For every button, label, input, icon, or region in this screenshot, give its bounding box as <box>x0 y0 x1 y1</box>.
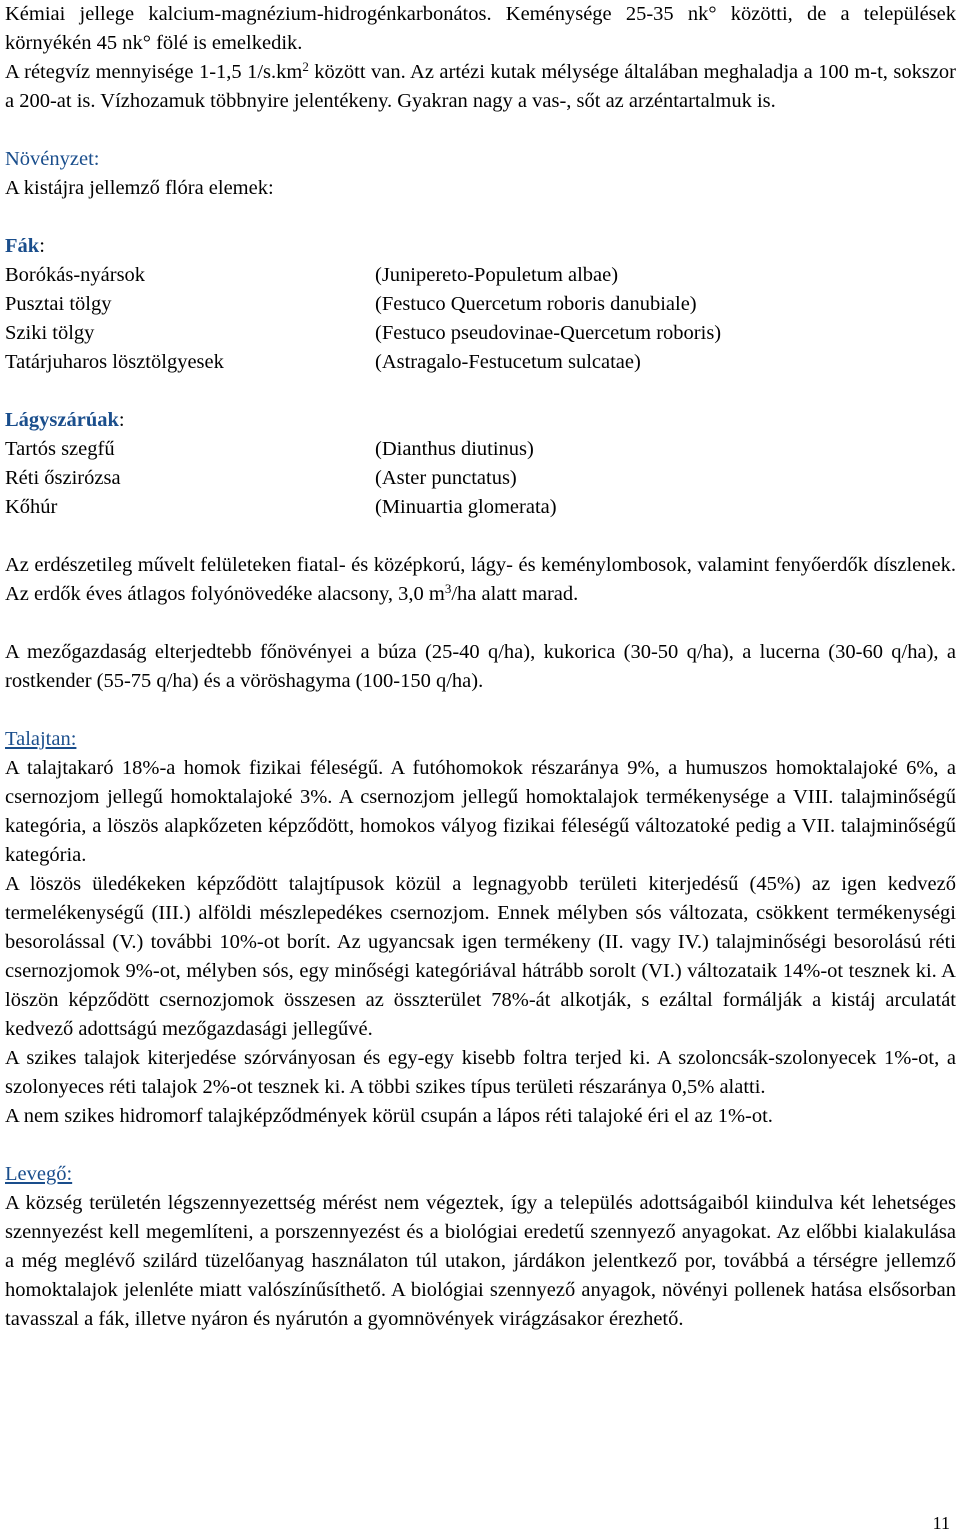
tree-name: Tatárjuharos lösztölgyesek <box>5 351 224 373</box>
trees-heading-label: Fák <box>5 235 40 257</box>
herbs-heading-label: Lágyszárúak <box>5 409 119 431</box>
tree-latin: (Festuco Quercetum roboris danubiale) <box>375 293 697 315</box>
groundwater-paragraph <box>5 58 956 116</box>
spacer <box>5 1131 956 1160</box>
vegetation-heading: Növényzet: <box>5 148 100 170</box>
herbs-table <box>5 435 956 522</box>
forestry-paragraph <box>5 551 956 609</box>
herb-name: Tartós szegfű <box>5 438 115 460</box>
herb-latin: (Dianthus diutinus) <box>375 438 534 460</box>
page-number: 11 <box>932 1513 950 1533</box>
air-heading: Levegő: <box>5 1163 73 1185</box>
soil-paragraph-3: A szikes talajok kiterjedése szórványosan és egy-egy kisebb foltra terjed ki. A szoloncsák-szolonyecek 1%-ot, a szolonyeces réti talajok 2%-ot tesznek ki. A többi szikes típus területi részaránya 0,5% alatti. <box>5 1047 956 1098</box>
document-page <box>5 0 956 1334</box>
tree-name: Pusztai tölgy <box>5 293 112 315</box>
herb-latin: (Aster punctatus) <box>375 467 517 489</box>
spacer <box>5 203 956 232</box>
trees-heading <box>5 232 956 261</box>
soil-heading: Talajtan: <box>5 728 77 750</box>
spacer <box>5 609 956 638</box>
spacer <box>5 377 956 406</box>
soil-paragraph-4: A nem szikes hidromorf talajképződmények körül csupán a lápos réti talajoké éri el az 1%-ot. <box>5 1105 773 1127</box>
trees-heading-colon: : <box>39 235 45 257</box>
agriculture-paragraph: A mezőgazdaság elterjedtebb főnövényei a búza (25-40 q/ha), kukorica (30-50 q/ha), a lucerna (30-60 q/ha), a rostkender (55-75 q/ha) és a vöröshagyma (100-150 q/ha). <box>5 641 956 692</box>
herbs-heading <box>5 406 956 435</box>
tree-latin: (Junipereto-Populetum albae) <box>375 264 619 286</box>
herb-name: Réti őszirózsa <box>5 467 121 489</box>
spacer <box>5 696 956 725</box>
groundwater-text-post: között van. Az artézi kutak mélysége általában meghaladja a 100 m-t, sokszor a 200-at is. Vízhozamuk többnyire jelentékeny. Gyakran nagy a vas-, sőt az arzéntartalmuk is. <box>5 61 956 112</box>
soil-paragraph-2: A löszös üledékeken képződött talajtípusok közül a legnagyobb területi kiterjedésű (45%) az igen kedvező termelékenységű (III.) alföldi mészlepedékes csernozjom. Ennek mélyben sós változata, csökkent termékenységi besorolással (V.) további 10%-ot borít. Az ugyancsak igen termékeny (II. vagy IV.) talajminőségi besorolású réti csernozjomok 9%-ot, mélyben sós, egy minőségi kategóriával hátrább sorolt (VI.) változataik 14%-ot tesznek ki. A löszön képződött csernozjomok összesen az összterület 78%-át alkotják, s ezáltal formálják a kistáj arculatát kedvező adottságú mezőgazdasági jellegűvé. <box>5 873 956 1040</box>
groundwater-text-pre: A rétegvíz mennyisége 1-1,5 1/s.km <box>5 61 303 83</box>
spacer <box>5 116 956 145</box>
herb-name: Kőhúr <box>5 496 58 518</box>
soil-paragraph-1: A talajtakaró 18%-a homok fizikai féleségű. A futóhomokok részaránya 9%, a humuszos homoktalajoké 6%, a csernozjom jellegű homoktalajoké 3%. A csernozjom jellegű homoktalajok termékenysége a VIII. talajminőségű kategória, a löszös alapkőzeten képződött, homokos vályog fizikai féleségű változatoké pedig a VII. talajminőségű kategória. <box>5 757 956 866</box>
herb-latin: (Minuartia glomerata) <box>375 496 557 518</box>
flora-intro: A kistájra jellemző flóra elemek: <box>5 177 274 199</box>
tree-latin: (Festuco pseudovinae-Quercetum roboris) <box>375 322 722 344</box>
tree-name: Borókás-nyársok <box>5 264 146 286</box>
air-paragraph: A község területén légszennyezettség mérést nem végeztek, így a település adottságaiból kiindulva két lehetséges szennyezést kell megemlíteni, a porszennyezést és a biológiai eredetű szennyező anyagokat. Az előbbi kialakulása a még meglévő szilárd tüzelőanyag használaton túl utakon, járdákon jelentkező por, továbbá a térségre jellemző homoktalajok jelenléte miatt valószínűsíthető. A biológiai szennyező anyagok, növényi pollenek hatása elsősorban tavasszal a fák, illetve nyáron és nyárutón a gyomnövények virágzásakor érezhető. <box>5 1192 956 1330</box>
spacer <box>5 522 956 551</box>
superscript-2: 2 <box>302 59 309 74</box>
water-chemistry-paragraph: Kémiai jellege kalcium-magnézium-hidrogénkarbonátos. Keménysége 25-35 nk° közötti, de a települések környékén 45 nk° fölé is emelkedik. <box>5 3 956 54</box>
forestry-text-pre: Az erdészetileg művelt felületeken fiatal- és középkorú, lágy- és keménylombosok, valamint fenyőerdők díszlenek. Az erdők éves átlagos folyónövedéke alacsony, 3,0 m <box>5 554 956 605</box>
forestry-text-post: /ha alatt marad. <box>451 583 579 605</box>
superscript-3: 3 <box>444 581 452 596</box>
herbs-heading-colon: : <box>118 409 125 431</box>
tree-latin: (Astragalo-Festucetum sulcatae) <box>375 351 641 373</box>
tree-name: Sziki tölgy <box>5 322 95 344</box>
trees-table <box>5 261 956 377</box>
